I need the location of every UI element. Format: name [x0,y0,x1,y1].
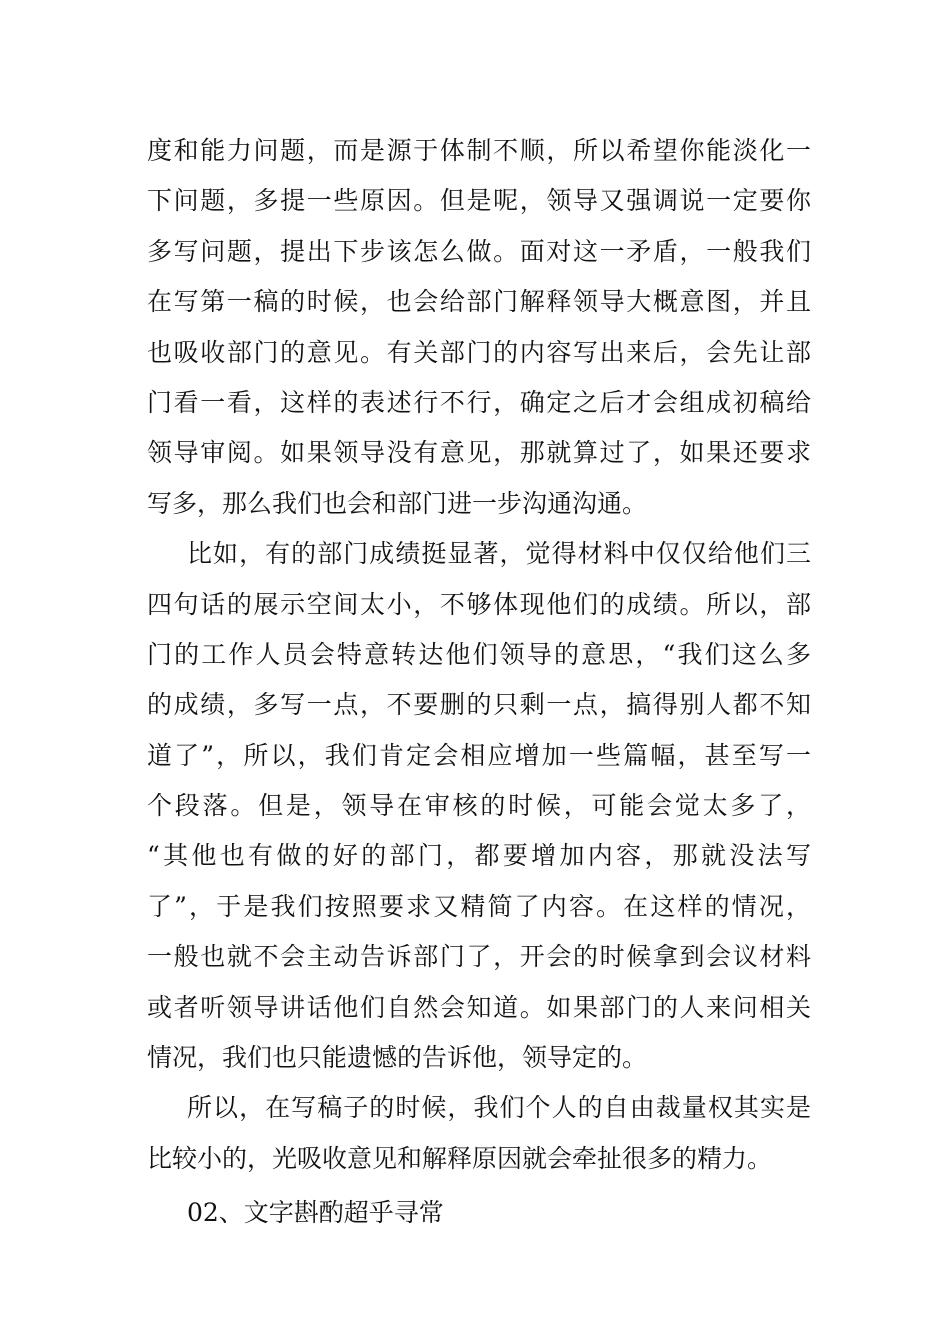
paragraph-line: 在写第一稿的时候，也会给部门解释领导大概意图，并且 [147,287,811,317]
document-body [147,126,811,1239]
paragraph-line: 情况，我们也只能遗憾的告诉他，领导定的。 [147,1043,648,1073]
paragraph-line: 一般也就不会主动告诉部门了，开会的时候拿到会议材料 [147,942,811,972]
paragraph-line: 度和能力问题，而是源于体制不顺，所以希望你能淡化一 [147,136,811,165]
paragraph-line: 门看一看，这样的表述行不行，确定之后才会组成初稿给 [147,387,811,417]
paragraph-line: 门的工作人员会特意转达他们领导的意思，“我们这么多 [147,639,811,669]
paragraph-line: 比如，有的部门成绩挺显著，觉得材料中仅仅给他们三 [187,539,811,569]
paragraph-line: 比较小的，光吸收意见和解释原因就会牵扯很多的精力。 [147,1143,773,1173]
paragraph-line: “其他也有做的好的部门，都要增加内容，那就没法写 [147,841,811,871]
paragraph-line: 领导审阅。如果领导没有意见，那就算过了，如果还要求 [147,438,811,468]
paragraph-2 [147,529,811,1083]
paragraph-line: 也吸收部门的意见。有关部门的内容写出来后，会先让部 [147,337,811,367]
paragraph-1 [147,126,811,529]
paragraph-line: 个段落。但是，领导在审核的时候，可能会觉太多了， [147,791,811,821]
paragraph-3 [147,1083,811,1184]
section-heading: 02、文字斟酌超乎寻常 [187,1198,444,1228]
paragraph-line: 所以，在写稿子的时候，我们个人的自由裁量权其实是 [187,1093,811,1123]
paragraph-line: 四句话的展示空间太小，不够体现他们的成绩。所以，部 [147,589,811,619]
paragraph-line: 了”，于是我们按照要求又精简了内容。在这样的情况， [147,891,811,921]
paragraph-line: 下问题，多提一些原因。但是呢，领导又强调说一定要你 [147,186,811,216]
paragraph-line: 多写问题，提出下步该怎么做。面对这一矛盾，一般我们 [147,236,811,266]
paragraph-line: 道了”，所以，我们肯定会相应增加一些篇幅，甚至写一 [147,740,811,770]
paragraph-line: 或者听领导讲话他们自然会知道。如果部门的人来问相关 [147,992,811,1022]
paragraph-line: 的成绩，多写一点，不要删的只剩一点，搞得别人都不知 [147,690,811,720]
paragraph-line: 写多，那么我们也会和部门进一步沟通沟通。 [147,488,648,518]
